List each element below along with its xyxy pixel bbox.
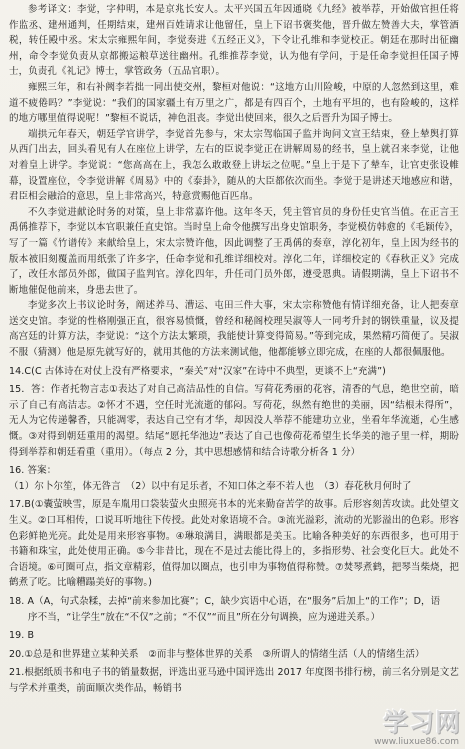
answer-21: 21.根据纸质书和电子书的销量数据，评选出亚马逊中国评选出 2017 年度图书排行榜，前三名分别是文艺与学术并重类，前面顺次类作品，畅销书 (9, 667, 459, 694)
translation-paragraph-5: 李觉多次上书议论时务，阐述养马、漕运、屯田三件大事，宋太宗称赞他有情详细充备，让人把奏章送交史馆。李觉的性格刚强正直，很容易愤慨，曾经和秘阁校理吴淑等人一同考升封的钢铁重量，议及提高宫廷的计算方法，李觉说：“这个方法太繁琐，我能使计算变得简易。”等到完成，果然精巧简便了。吴淑不服（猜测）他是原先就写好的，就用其他的方法来测试他，他都能够立即完成，在座的人都很佩服他。 (9, 300, 459, 359)
answer-15: 15．答：作者托物言志①表达了对自己高洁品性的自信。写荷花秀丽的花容，清香的气息，绝世空前，暗示了自己有高洁志。②怀才不遇，空任时光流逝的郁闷。写荷花，纵然有绝世的美丽，因“结根未得所”，无人为它传递馨香，只能凋零，表达自己空有才华，却因没人举荐不能建功立业，坐看年华流逝，心生感慨。③对得到朝廷重用的渴望。结尾“愿托华池边”表达了自己也像荷花希望生长华美的池子里一样，期盼得到举荐和朝廷看重（重用）。（每点 2 分，其中思想感情和结合诗歌分析各 1 分） (9, 384, 459, 458)
answer-14: 14.C(C 古体诗在对仗上没有严格要求，“秦关”对“汉家”在诗中不典型，更谈不上“充满”) (9, 365, 386, 377)
answer-18-continued: 序不当，“让学生”放在“不仅”之前；“不仅”“而且”所在分句调换，应为递进关系。） (28, 611, 381, 623)
translation-paragraph-1: 参考译文：李觉，字仲明，本是京兆长安人。太平兴国五年因通晓《九经》被举荐，开始做官担任将作监丞、建州通判，任期结束，建州百姓请求让他留任，皇上下诏书褒奖他，晋升做左赞善大夫，掌管酒税，转任殿中丞。宋太宗雍熙年间，李觉奏进《五经正义》，下令让孔维和李觉校正。朝廷在那时出征幽州，命令李觉负责从京都搬运粮草送往幽州。孔维推荐李觉，认为他有学问，于是任命李觉担任国子博士，负责孔《礼记》博士，掌管政务（五品官职）。 (9, 4, 459, 78)
answer-20: 20.①总是和世界建立某种关系 ②而非与整体世界的关系 ③所谓人的情绪生活（人的情绪生活） (9, 648, 425, 660)
answer-18: 18. A（A，句式杂糅，去掉“前来参加比赛”；C，缺少宾语中心语，在“服务”后加上“的工作”；D，语 (9, 595, 441, 607)
translation-paragraph-2: 雍熙三年，和右补阙李若拙一同出使交州，黎桓对他说：“这地方山川险峻，中原的人忽然到这里，难道不疲倦吗？”李觉说：“我们的国家疆土有万里之广，都是有四百个，土地有平坦的，也有险峻的，这样的地方哪里值得说呢！”黎桓不说话，神色沮丧。李觉出使回来，很久之后晋升为国子博士。 (9, 81, 459, 125)
answer-19: 19. B (9, 630, 35, 642)
answer-16-heading: 16. 答案： (9, 465, 57, 477)
watermark-url: www.liuxue86.com (374, 737, 459, 747)
answer-17: 17.B(①囊萤映雪，原是车胤用口袋装萤火虫照亮书本的光来勤奋苦学的故事。后形容刻苦攻读。此处望文生义。②口耳相传，口说耳听地往下传授。此处对象语境不合。③流光溢彩，流动的光影溢出的色彩。形容色彩鲜艳光亮。此处是用来形容事物。④琳琅满目，满眼都是美玉。比喻各种美好的东西很多，也可用于书籍和珠宝，此处使用正确。⑤今非昔比，现在不是过去能比得上的，多指形势、社会变化巨大。此处不合语境。⑥可圈可点，指文章精彩，值得加以圈点，也引申为事物值得称赞。⑦焚琴煮鹤，把琴当柴烧，把鹤煮了吃。比喻糟蹋美好的事物。) (9, 499, 459, 589)
answer-16-content: （1）尔卜尔笙，体无咎言 （2）以中有足乐者，不知口体之奉不若人也 （3）春花秋月何时了 (9, 480, 412, 492)
translation-paragraph-3: 端拱元年春天，朝廷学官讲学，李觉首先参与，宋太宗驾临国子监并询问文宣王结束，登上辇舆打算从西门出去，回头看见有人在座位上讲学，左右的臣说李觉正在讲解周易的经书，皇上就召来李觉，让他对着皇上讲学。李觉说：“您高高在上，我怎么敢敢登上讲坛之位呢。”皇上于是下了辇车，让官吏张设帷幕，设置座位，令李觉讲解《周易》中的《泰卦》，随从的大臣都依次而坐。李觉于是讲述天地感应和谐，君臣相会融洽的意思，皇上非常高兴，特意赏赐他百匹帛。 (9, 128, 459, 203)
watermark-main-text: 学习网 (382, 708, 461, 737)
translation-paragraph-4: 不久李觉进献论时务的对策，皇上非常嘉许他。这年冬天，凭主管官员的身份任史官当值。在正言王禹偁推荐下，李觉以本官职兼任直史馆。当时皇上命令他撰写出身史馆职务，李觉模仿韩愈的《毛颖传》，写了一篇《竹谱传》来献给皇上，宋太宗赞许他，因此调整了王禹偁的奏章，淳化初年，皇上因为经书的版本被旧刻覆盖而用纸张了许多字，任命李觉和孔维详细校对。淳化二年，详细校定的《春秋正义》完成了，改任水部员外郎，做国子监判官。淳化四年，升任司门员外郎，遵受恩典。请假期满，皇上下诏书不断地催促他前来，身患去世了。 (9, 206, 459, 296)
watermark-logo (353, 703, 461, 747)
